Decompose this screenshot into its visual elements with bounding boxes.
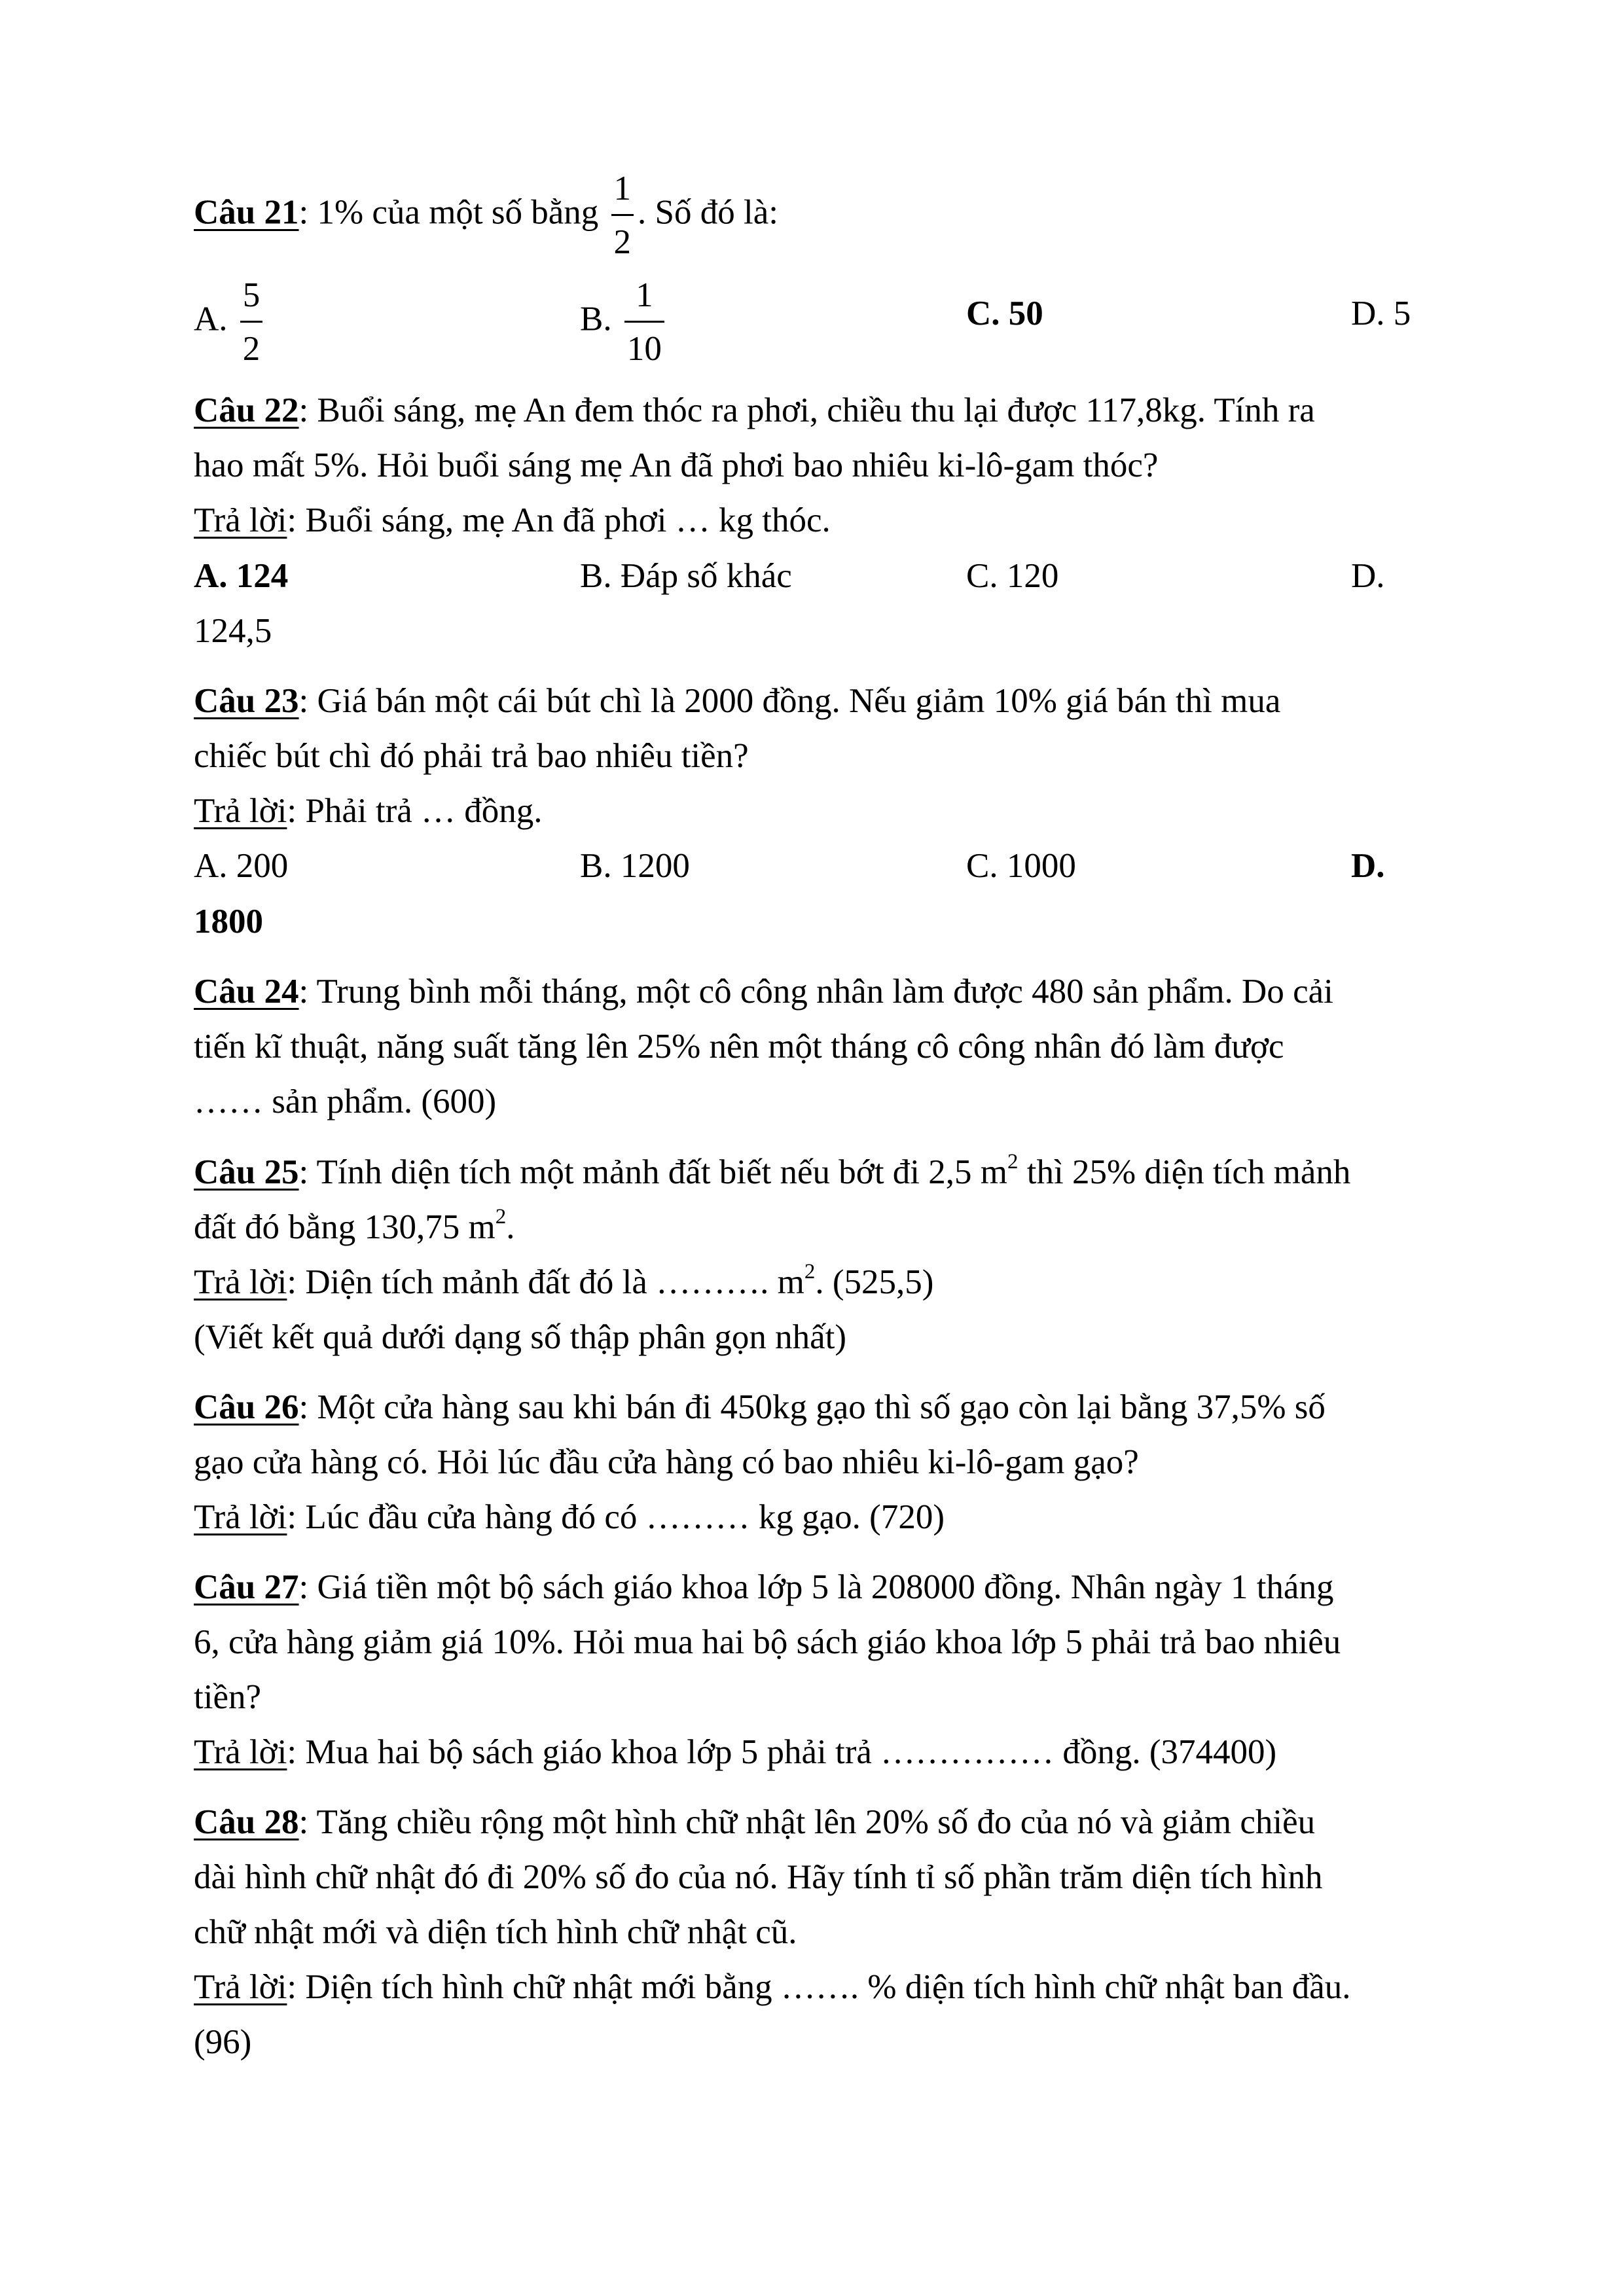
q21-frac-num: 1 [611,171,634,216]
q21-option-a-prefix: A. [194,300,228,338]
q23-option-a: A. 200 [194,847,289,885]
q21-fraction [611,171,634,260]
q28-line2: dài hình chữ nhật đó đi 20% số đo của nó. Hãy tính tỉ số phần trăm diện tích hình [194,1858,1323,1896]
q27-line2: 6, cửa hàng giảm giá 10%. Hỏi mua hai bộ sách giáo khoa lớp 5 phải trả bao nhiêu [194,1623,1341,1661]
q26-answer-text: : Lúc đầu cửa hàng đó có ……… kg gạo. (720) [287,1498,945,1536]
q24-line2: tiến kĩ thuật, năng suất tăng lên 25% nên một tháng cô công nhân đó làm được [194,1028,1284,1066]
q22-label: Câu 22 [194,391,299,429]
q21-option-b-num: 1 [624,278,664,323]
q23-line1-text: : Giá bán một cái bút chì là 2000 đồng. Nếu giảm 10% giá bán thì mua [298,682,1281,720]
q25-note: (Viết kết quả dưới dạng số thập phân gọn nhất) [194,1318,847,1356]
q24-label: Câu 24 [194,973,299,1011]
q21-option-b-prefix: B. [580,300,612,338]
q22-line2: hao mất 5%. Hỏi buổi sáng mẹ An đã phơi bao nhiêu ki-lô-gam thóc? [194,446,1159,484]
q27-answer-label: Trả lời [194,1733,287,1771]
q25-answer [194,1255,933,1310]
q25-line1-sup: 2 [1007,1150,1019,1174]
q24-line1-text: : Trung bình mỗi tháng, một cô công nhân làm được 480 sản phẩm. Do cải [298,973,1333,1011]
q23-line2: chiếc bút chì đó phải trả bao nhiêu tiền? [194,737,749,775]
q25-answer-sup: 2 [804,1260,816,1284]
q22-line1 [194,383,1315,438]
q23-line1 [194,673,1280,728]
q28-answer [194,1960,1351,2015]
q22-answer-text: : Buổi sáng, mẹ An đã phơi … kg thóc. [287,501,831,539]
q21-option-b-fraction [624,278,664,367]
q28-answer-label: Trả lời [194,1968,287,2006]
q25-label: Câu 25 [194,1153,299,1191]
q21-option-a-num: 5 [240,278,263,323]
q21-text-after: . Số đó là: [638,193,778,232]
q22-option-c: C. 120 [966,557,1059,595]
q23-option-d: D. [1351,847,1385,885]
q22-answer [194,493,831,548]
q25-line2-a: đất đó bằng 130,75 m [194,1208,496,1246]
q28-answer-text: : Diện tích hình chữ nhật mới bằng ……. % diện tích hình chữ nhật ban đầu. [287,1968,1351,2006]
q28-line3: chữ nhật mới và diện tích hình chữ nhật cũ. [194,1913,797,1951]
q22-line1-text: : Buổi sáng, mẹ An đem thóc ra phơi, chiều thu lại được 117,8kg. Tính ra [298,391,1315,429]
q25-line2 [194,1200,515,1255]
q21-text-before: : 1% của một số bằng [298,193,599,232]
q27-label: Câu 27 [194,1568,299,1606]
q26-answer-label: Trả lời [194,1498,287,1536]
q27-line1 [194,1560,1333,1615]
q25-line2-b: . [506,1208,515,1246]
q25-answer-b: . (525,5) [815,1263,934,1301]
q23-option-c: C. 1000 [966,847,1076,885]
q27-answer [194,1725,1276,1780]
q26-label: Câu 26 [194,1388,299,1426]
q25-line1-a: : Tính diện tích một mảnh đất biết nếu bớt đi 2,5 m [298,1153,1008,1191]
q23-answer-text: : Phải trả … đồng. [287,792,543,830]
q23-option-d-cont: 1800 [194,903,263,941]
q23-answer [194,783,543,838]
q21-frac-den: 2 [613,223,632,261]
q26-answer [194,1490,945,1545]
q23-option-b: B. 1200 [580,847,690,885]
q22-option-d-cont: 124,5 [194,612,272,650]
q21-option-c: C. 50 [966,295,1043,332]
q22-option-d: D. [1351,557,1385,595]
q21-option-a [194,278,266,367]
q21-option-a-fraction [240,278,263,367]
q28-answer-cont: (96) [194,2023,252,2061]
q24-line1 [194,964,1333,1019]
q28-label: Câu 28 [194,1803,299,1841]
q26-line2: gạo cửa hàng có. Hỏi lúc đầu cửa hàng có bao nhiêu ki-lô-gam gạo? [194,1443,1139,1481]
q23-answer-label: Trả lời [194,792,287,830]
q28-line1 [194,1795,1315,1850]
q27-answer-text: : Mua hai bộ sách giáo khoa lớp 5 phải trả …………… đồng. (374400) [287,1733,1277,1771]
q22-answer-label: Trả lời [194,501,287,539]
q28-line1-text: : Tăng chiều rộng một hình chữ nhật lên 20% số đo của nó và giảm chiều [298,1803,1316,1841]
q25-answer-label: Trả lời [194,1263,287,1301]
q23-label: Câu 23 [194,682,299,720]
q27-line3: tiền? [194,1678,261,1716]
q21-option-b [580,278,668,367]
q21-option-d: D. 5 [1351,295,1411,332]
q26-line1-text: : Một cửa hàng sau khi bán đi 450kg gạo thì số gạo còn lại bằng 37,5% số [298,1388,1326,1426]
q21-option-b-den: 10 [626,330,662,368]
q21-question [194,171,778,260]
q27-line1-text: : Giá tiền một bộ sách giáo khoa lớp 5 là 208000 đồng. Nhân ngày 1 tháng [298,1568,1334,1606]
q25-answer-a: : Diện tích mảnh đất đó là ………. m [287,1263,804,1301]
q21-label: Câu 21 [194,193,299,232]
q21-option-a-den: 2 [242,330,261,368]
q25-line1 [194,1145,1350,1200]
q26-line1 [194,1380,1326,1435]
q22-option-a: A. 124 [194,557,289,595]
q25-line2-sup: 2 [495,1205,507,1229]
q24-line3: …… sản phẩm. (600) [194,1083,497,1121]
q25-line1-b: thì 25% diện tích mảnh [1018,1153,1351,1191]
q22-option-b: B. Đáp số khác [580,557,792,595]
